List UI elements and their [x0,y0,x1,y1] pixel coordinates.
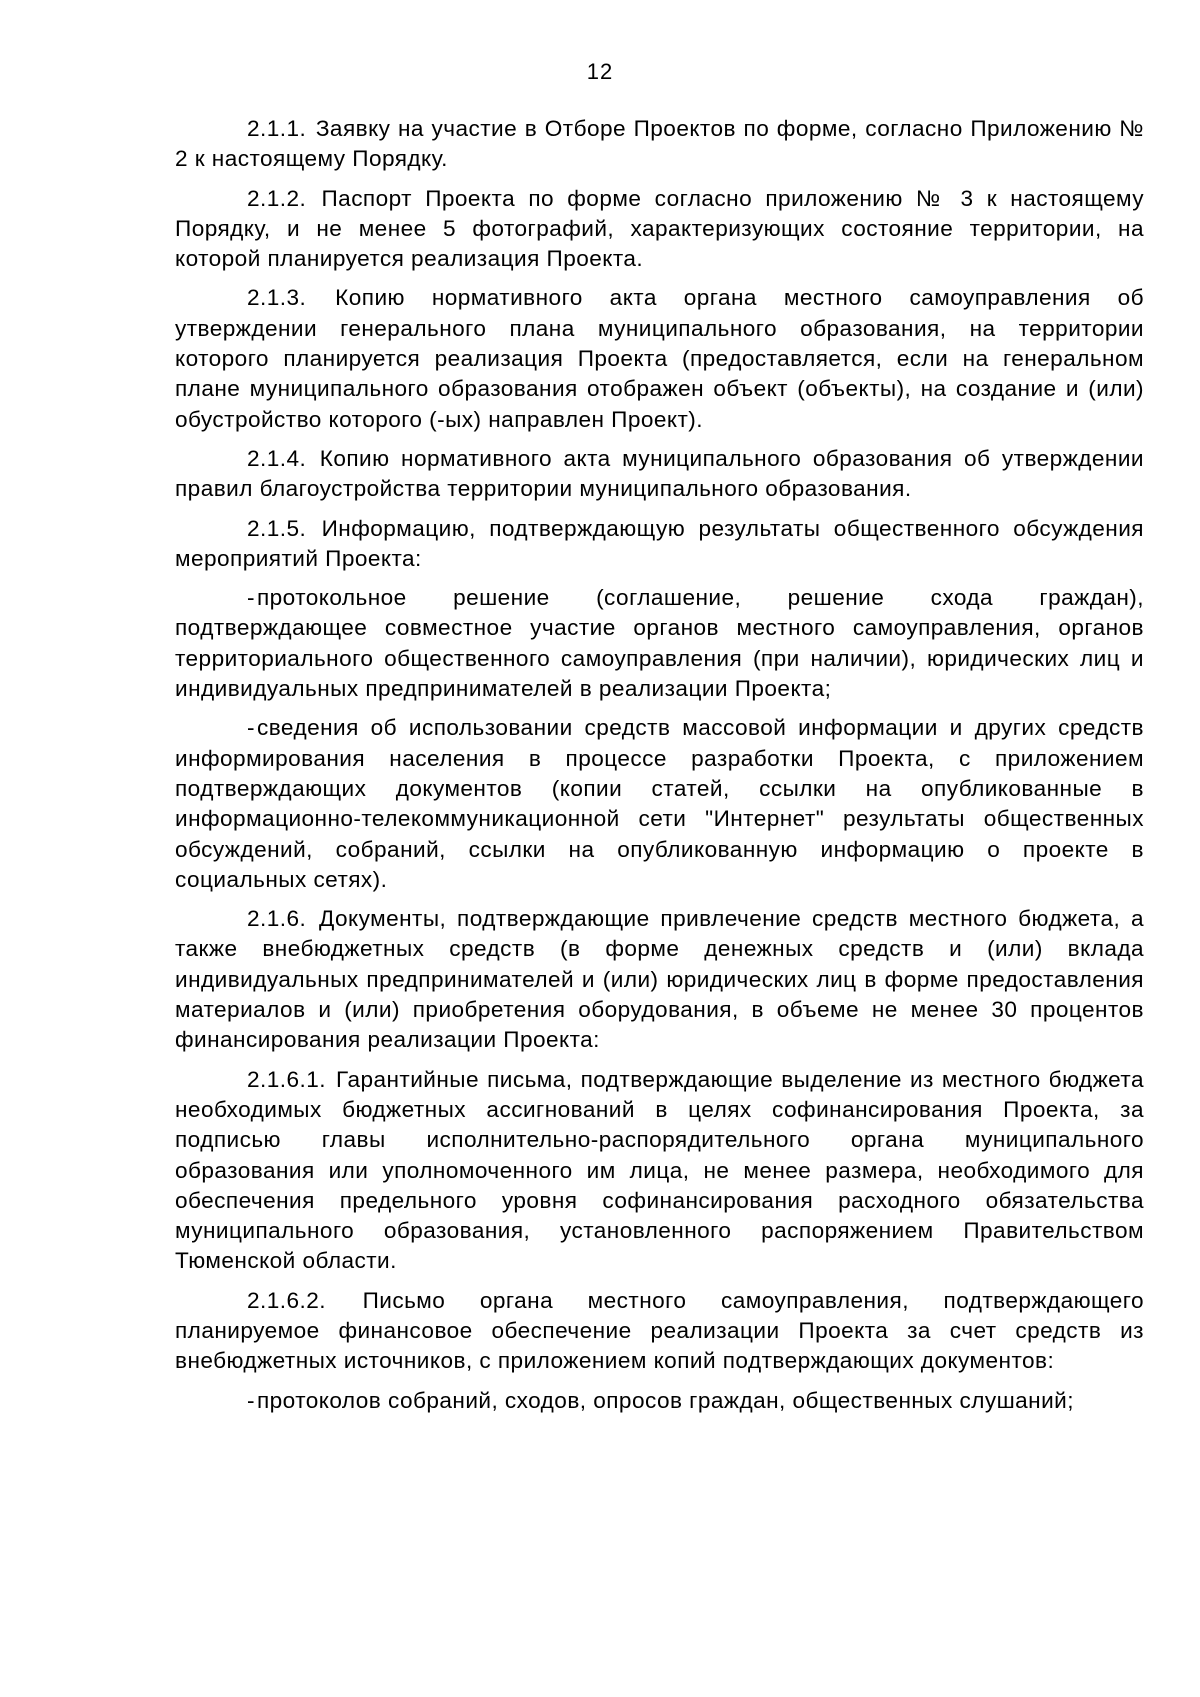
paragraph-text: Письмо органа местного самоуправления, подтверждающего планируемое финансовое обеспечение реализации Проекта за счет средств из внебюджетных источников, с приложением копий подтверждающих документов: [175,1287,1144,1374]
paragraph-2-1-4 [175,444,1144,505]
paragraph-2-1-2 [175,184,1144,275]
list-item-protocol-decision [175,583,1144,704]
paragraph-2-1-5 [175,514,1144,575]
paragraph-text: Гарантийные письма, подтверждающие выделение из местного бюджета необходимых бюджетных ассигнований в целях софинансирования Проекта, за подписью главы исполнительно-распорядительного органа муниципального образования или уполномоченного им лица, не менее размера, необходимого для обеспечения предельного уровня софинансирования расходного обязательства муниципального образования, установленного распоряжением Правительством Тюменской области. [175,1066,1144,1274]
paragraph-number: 2.1.6.2. [247,1287,326,1313]
paragraph-2-1-1 [175,114,1144,175]
list-dash: - [247,585,255,611]
paragraph-text: Заявку на участие в Отборе Проектов по форме, согласно Приложению № 2 к настоящему Порядку. [175,116,1144,172]
paragraph-number: 2.1.3. [247,285,307,311]
paragraph-number: 2.1.6. [247,906,307,932]
list-item-meeting-protocols [175,1386,1144,1416]
paragraph-text: протоколов собраний, сходов, опросов граждан, общественных слушаний; [256,1387,1074,1413]
list-dash: - [247,715,255,741]
paragraph-text: протокольное решение (соглашение, решение схода граждан), подтверждающее совместное участие органов местного самоуправления, органов территориального общественного самоуправления (при наличии), юридических лиц и индивидуальных предпринимателей в реализации Проекта; [175,585,1144,702]
paragraph-text: Информацию, подтверждающую результаты общественного обсуждения мероприятий Проекта: [175,515,1144,571]
paragraph-text: Копию нормативного акта муниципального образования об утверждении правил благоустройства территории муниципального образования. [175,445,1144,502]
document-body [175,114,1144,1425]
page-number: 12 [586,59,614,84]
paragraph-text: Паспорт Проекта по форме согласно приложению № 3 к настоящему Порядку, и не менее 5 фотографий, характеризующих состояние территории, на которой планируется реализация Проекта. [175,185,1144,272]
paragraph-number: 2.1.2. [247,185,307,211]
paragraph-text: сведения об использовании средств массовой информации и других средств информирования населения в процессе разработки Проекта, с приложением подтверждающих документов (копии статей, ссылки на опубликованные в информационно-телекоммуникационной сети "Интернет" результаты общественных обсуждений, собраний, ссылки на опубликованную информацию о проекте в социальных сетях). [175,715,1144,892]
paragraph-number: 2.1.6.1. [247,1066,326,1092]
paragraph-2-1-3 [175,283,1144,434]
paragraph-2-1-6-2 [175,1286,1144,1377]
list-dash: - [247,1387,255,1413]
paragraph-2-1-6 [175,904,1144,1055]
paragraph-number: 2.1.5. [247,515,307,541]
paragraph-text: Документы, подтверждающие привлечение средств местного бюджета, а также внебюджетных средств (в форме денежных средств и (или) вклада индивидуальных предпринимателей и (или) юридических лиц в форме предоставления материалов и (или) приобретения оборудования, в объеме не менее 30 процентов финансирования реализации Проекта: [175,906,1144,1053]
paragraph-text: Копию нормативного акта органа местного самоуправления об утверждении генерального плана муниципального образования, на территории которого планируется реализация Проекта (предоставляется, если на генеральном плане муниципального образования отображен объект (объекты), на создание и (или) обустройство которого (-ых) направлен Проект). [175,285,1145,432]
paragraph-number: 2.1.4. [247,445,307,471]
paragraph-2-1-6-1 [175,1065,1144,1277]
list-item-media-info [175,713,1144,895]
paragraph-number: 2.1.1. [247,116,307,141]
